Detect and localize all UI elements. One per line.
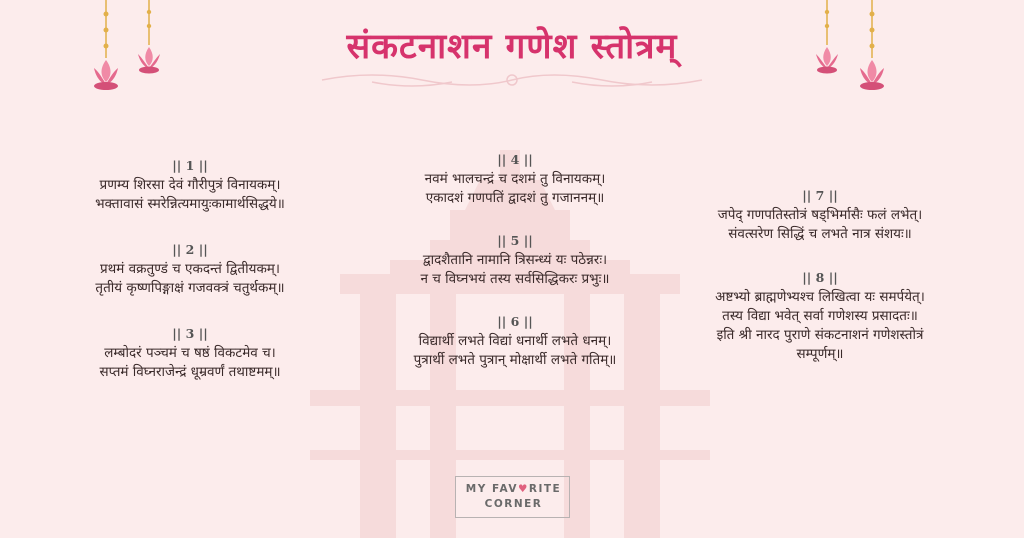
verse-line: पुत्रार्थी लभते पुत्रान् मोक्षार्थी लभते गतिम्॥ [413,352,617,368]
verse-line: नवमं भालचन्द्रं च दशमं तु विनायकम्। [424,171,606,187]
verse-number: || 5 || [497,233,533,248]
verse-line: एकादशं गणपतिं द्वादशं तु गजाननम्॥ [425,190,605,206]
verse-7 [670,186,970,244]
verse-line: तृतीयं कृष्णपिङ्गाक्षं गजवक्त्रं चतुर्थकम्॥ [95,280,285,296]
verse-line: विद्यार्थी लभते विद्यां धनार्थी लभते धनम्। [418,333,612,349]
verse-5 [360,231,670,289]
verses-column-left [40,156,340,408]
site-logo [455,476,570,518]
logo-text: RITE [528,483,562,495]
verse-1 [40,156,340,214]
verse-2 [40,240,340,298]
verse-number: || 8 || [802,270,838,285]
verse-line: प्रथमं वक्रतुण्डं च एकदन्तं द्वितीयकम्। [99,261,280,277]
verse-4 [360,150,670,208]
verse-8 [670,268,970,364]
verse-3 [40,324,340,382]
verse-line: तस्य विद्या भवेत् सर्वा गणेशस्य प्रसादतः॥ [722,308,918,324]
logo-text: MY FAV [465,483,518,495]
verse-line: द्वादशैतानि नामानि त्रिसन्ध्यं यः पठेन्नरः। [422,252,608,268]
verse-line: संवत्सरेण सिद्धिं च लभते नात्र संशयः॥ [728,226,912,242]
verse-number: || 4 || [497,152,533,167]
ornament-divider-icon [312,68,712,92]
verse-line: अष्टभ्यो ब्राह्मणेभ्यश्च लिखित्वा यः समर्पयेत्। [715,289,925,305]
logo-text: CORNER [484,498,543,510]
heart-icon: ♥ [517,483,529,495]
verse-line: इति श्री नारद पुराणे संकटनाशनं गणेशस्तोत्रं [716,327,924,343]
verses-column-middle [360,150,670,393]
verse-number: || 6 || [497,314,533,329]
verse-6 [360,312,670,370]
verse-line: सम्पूर्णम्॥ [796,346,844,362]
verse-line: भक्तावासं स्मरेन्नित्यमायुःकामार्थसिद्धये॥ [95,196,285,212]
verse-number: || 7 || [802,188,838,203]
verse-line: प्रणम्य शिरसा देवं गौरीपुत्रं विनायकम्। [99,177,281,193]
verse-number: || 3 || [172,326,208,341]
verses-column-right [670,186,970,388]
verse-number: || 1 || [172,158,208,173]
verse-line: लम्बोदरं पञ्चमं च षष्ठं विकटमेव च। [104,345,276,361]
verse-number: || 2 || [172,242,208,257]
verse-line: जपेद् गणपतिस्तोत्रं षड्भिर्मासैः फलं लभेत्। [717,207,923,223]
verse-line: न च विघ्नभयं तस्य सर्वसिद्धिकरः प्रभुः॥ [420,271,610,287]
page-title: संकटनाशन गणेश स्तोत्रम् [346,26,678,67]
verse-line: सप्तमं विघ्नराजेन्द्रं धूम्रवर्णं तथाष्टमम्॥ [99,364,281,380]
